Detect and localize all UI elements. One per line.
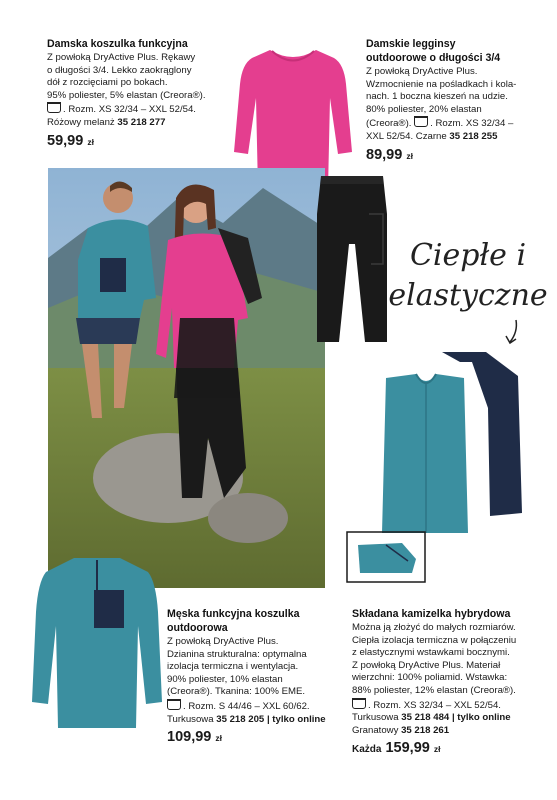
slogan-line: Ciepłe i	[409, 238, 527, 273]
product-desc-line: 80% poliester, 20% elastan	[366, 103, 482, 115]
online-only-label: | tylko online	[451, 712, 511, 724]
product-desc-line: Można ją złożyć do małych rozmiarów.	[352, 622, 516, 633]
product-code: 35 218 484	[401, 712, 450, 724]
product-desc-line: 90% poliester, 10% elastan	[167, 673, 283, 685]
product-color: Turkusowa	[352, 712, 399, 724]
product-code: 35 218 205	[216, 713, 265, 725]
product-size: . Rozm. XS 32/34 –	[430, 118, 514, 130]
product-desc-line: 88% poliester, 12% elastan (Creora®).	[352, 684, 516, 696]
vests-image	[376, 348, 526, 543]
product-title: outdoorowe o długości 3/4	[366, 52, 501, 64]
product-color: Różowy melanż	[47, 116, 115, 128]
price-prefix: Każda	[352, 744, 382, 756]
product-code: 35 218 261	[401, 724, 450, 736]
product-size: . Rozm. XS 32/34 – XXL 52/54.	[368, 699, 501, 711]
product-code: 35 218 277	[117, 116, 166, 128]
washing-icon	[47, 102, 61, 113]
product-desc-line: Z powłoką DryActive Plus. Rękawy	[47, 52, 196, 63]
product-desc-line: Dzianina strukturalna: optymalna	[167, 648, 307, 660]
product-vest	[352, 608, 552, 757]
product-price: 109,99 zł	[167, 729, 223, 746]
product-leggings: Damskie legginsy outdoorowe o długości 3/4 Z powłoką DryActive Plus. Wzmocnienie na pośladkach i kola- nach. 1 boczna kieszeń na udzie. 80% poliester, 20% elastan (Creora®). . Rozm. XS 32/34 – XXL 52/54. Czarne 35 218 255 89,99 zł	[366, 38, 551, 162]
product-desc-line: (Creora®). Tkanina: 100% EME.	[167, 686, 306, 698]
product-shirt-men	[167, 608, 347, 745]
product-desc-line: Ciepła izolacja termiczna w połączeniu	[352, 634, 517, 646]
product-price: 89,99 zł	[366, 146, 413, 163]
product-desc-line: nach. 1 boczna kieszeń na udzie.	[366, 91, 508, 103]
product-size: . Rozm. XS 32/34 – XXL 52/54.	[63, 104, 196, 116]
product-code: 35 218 255	[449, 130, 498, 142]
product-title: Składana kamizelka hybrydowa	[352, 608, 511, 620]
arrow-down-icon	[502, 318, 522, 346]
online-only-label: | tylko online	[266, 713, 326, 725]
product-desc-line: dół z rozcięciami po bokach.	[47, 77, 168, 89]
product-desc-line: 95% poliester, 5% elastan (Creora®).	[47, 89, 206, 101]
product-desc-line: wierzchni: 100% poliamid. Wstawka:	[352, 672, 508, 684]
product-color: Turkusowa	[167, 713, 214, 725]
washing-icon	[167, 699, 181, 710]
product-desc-line: Z powłoką DryActive Plus.	[366, 66, 478, 77]
product-tshirt-women	[47, 38, 232, 148]
product-title: Damska koszulka funkcyjna	[47, 38, 188, 50]
product-desc-line: Wzmocnienie na pośladkach i kola-	[366, 78, 517, 90]
product-desc-line: Z powłoką DryActive Plus.	[167, 636, 279, 647]
product-title: outdoorowa	[167, 622, 228, 634]
product-size: . Rozm. S 44/46 – XXL 60/62.	[183, 700, 310, 712]
slogan	[388, 236, 548, 316]
product-price: Każda 159,99 zł	[352, 740, 441, 757]
washing-icon	[414, 116, 428, 127]
hero-photo	[48, 168, 325, 588]
washing-icon	[352, 698, 366, 709]
product-desc-line: Z powłoką DryActive Plus. Materiał	[352, 659, 501, 671]
slogan-line: elastyczne	[388, 278, 548, 313]
packed-vest-pouch-image	[346, 531, 426, 583]
product-price: 59,99 zł	[47, 132, 94, 149]
product-color: Granatowy	[352, 724, 399, 736]
product-desc-line: z elastycznymi wstawkami bocznymi.	[352, 647, 510, 659]
teal-men-shirt-image	[30, 552, 164, 732]
product-desc-line: izolacja termiczna i wentylacja.	[167, 661, 299, 673]
product-desc-line: o długości 3/4. Lekko zaokrąglony	[47, 64, 192, 76]
product-title: Męska funkcyjna koszulka	[167, 608, 300, 620]
leggings-image	[313, 174, 391, 346]
product-title: Damskie legginsy	[366, 38, 456, 50]
